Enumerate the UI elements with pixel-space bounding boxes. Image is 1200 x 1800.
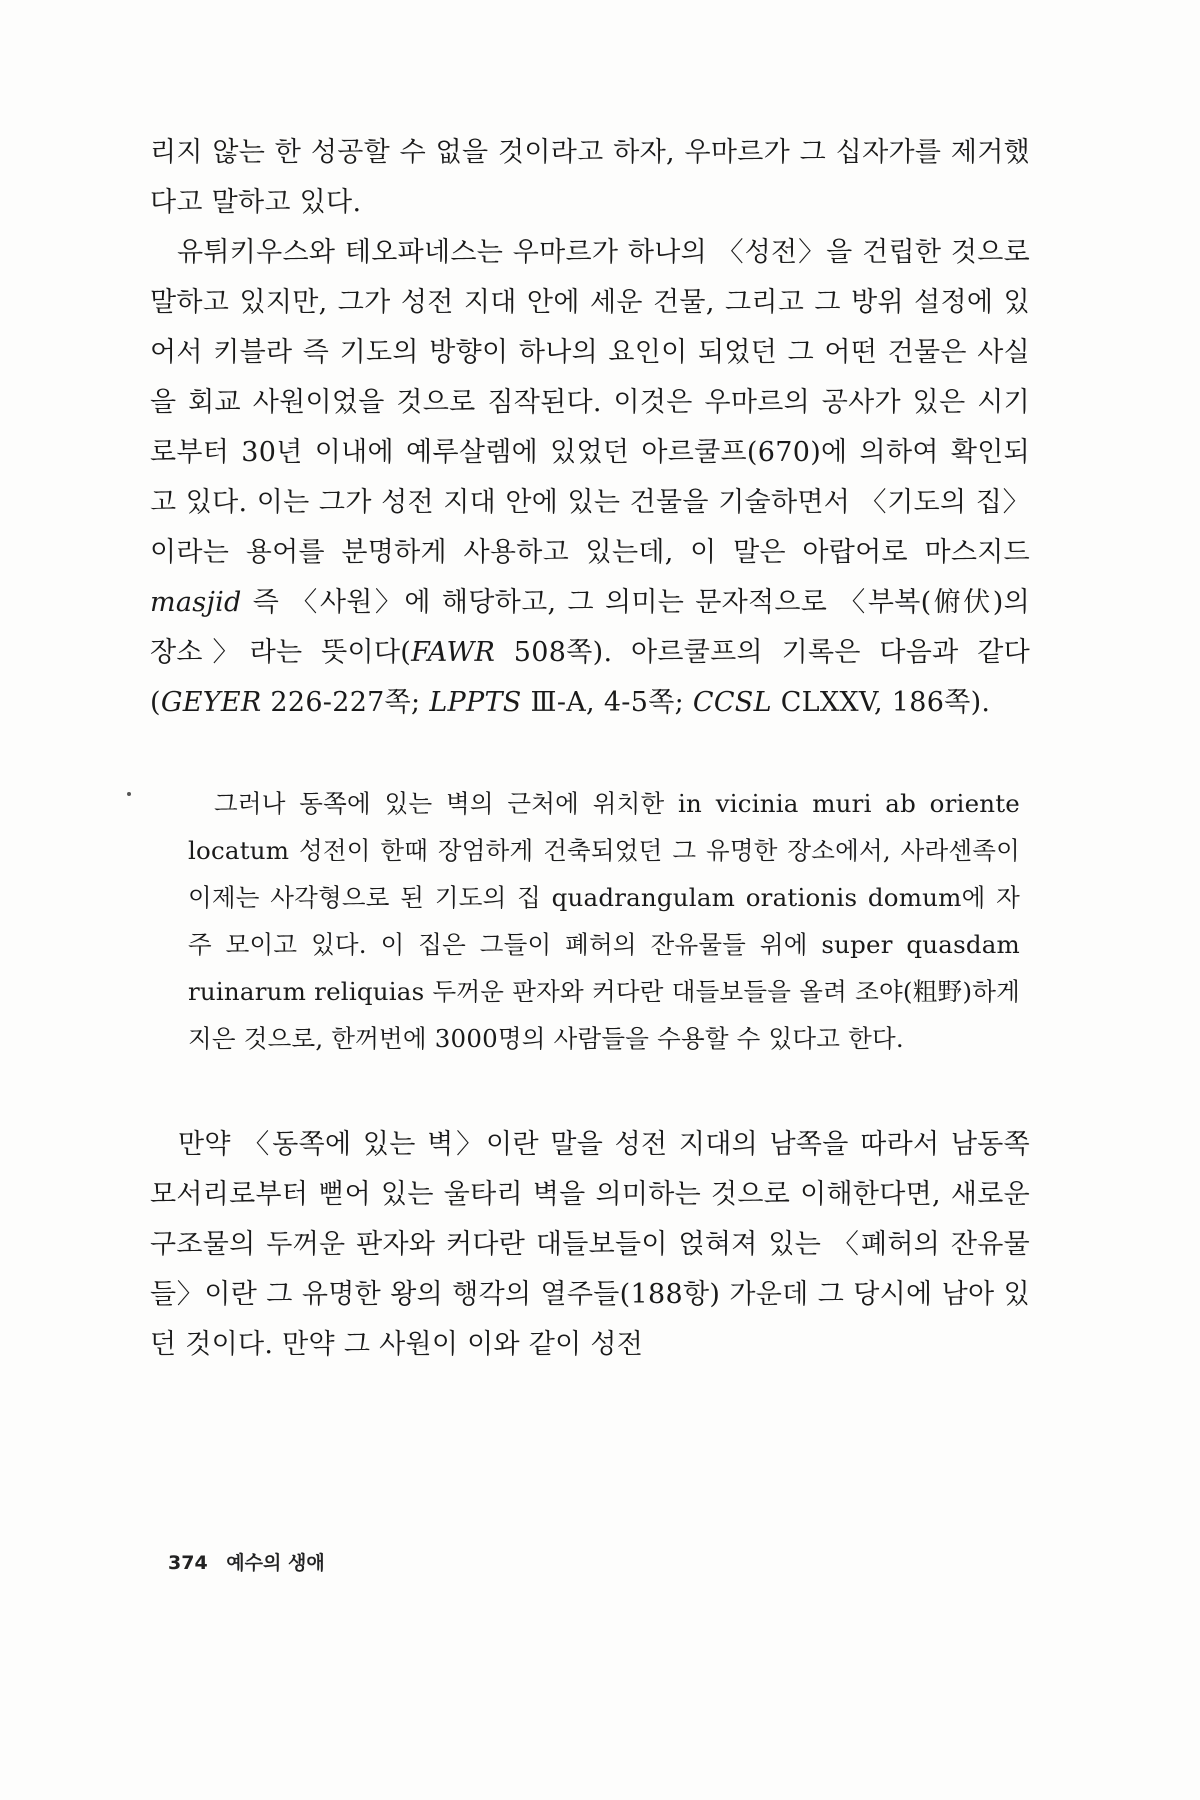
paragraph-east-wall: 만약 〈동쪽에 있는 벽〉이란 말을 성전 지대의 남쪽을 따라서 남동쪽 모서리로부터 뻗어 있는 울타리 벽을 의미하는 것으로 이해한다면, 새로운 구조물의 두꺼운 판자와 커다란 대들보들이 얹혀져 있는 〈폐허의 잔유물들〉이란 그 유명한 왕의 행각의 열주들(188항) 가운데 그 당시에 남아 있던 것이다. 만약 그 사원이 이와 같이 성전 (150, 1129, 1030, 1360)
page-footer (168, 1548, 325, 1575)
text-run: Ⅲ-A, 4-5쪽; (521, 687, 693, 718)
citation-ccsl: CCSL (692, 687, 772, 718)
running-title: 예수의 생애 (226, 1552, 325, 1574)
citation-lppts: LPPTS (429, 687, 522, 718)
scan-speck (127, 792, 131, 796)
text-run: 226-227쪽; (261, 687, 430, 718)
paragraph-umar-building (150, 228, 1030, 728)
citation-geyer: GEYER (160, 687, 262, 718)
text-column (150, 128, 1030, 1370)
citation-fawr: FAWR (411, 637, 496, 668)
text-run: CLXXV, 186쪽). (771, 687, 991, 718)
block-quote-arculf: 그러나 동쪽에 있는 벽의 근처에 위치한 in vicinia muri ab oriente locatum 성전이 한때 장엄하게 건축되었던 그 유명한 장소에서, 사라센족이 이제는 사각형으로 된 기도의 집 quadrangulam orationis domum에 자주 모이고 있다. 이 집은 그들이 폐허의 잔유물들 위에 super quasdam ruinarum reliquias 두꺼운 판자와 커다란 대들보들을 올려 조야(粗野)하게 지은 것으로, 한꺼번에 3000명의 사람들을 수용할 수 있다고 한다. (188, 789, 1020, 1053)
italic-term-masjid: masjid (150, 587, 242, 618)
page-number: 374 (168, 1552, 208, 1574)
paragraph-continued: 리지 않는 한 성공할 수 없을 것이라고 하자, 우마르가 그 십자가를 제거했다고 말하고 있다. (150, 137, 1030, 218)
text-run: 유튀키우스와 테오파네스는 우마르가 하나의 〈성전〉을 건립한 것으로 말하고 있지만, 그가 성전 지대 안에 세운 건물, 그리고 그 방위 설정에 있어서 키블라 즉 기도의 방향이 하나의 요인이 되었던 그 어떤 건물은 사실을 회교 사원이었을 것으로 짐작된다. 이것은 우마르의 공사가 있은 시기로부터 30년 이내에 예루살렘에 있었던 아르쿨프(670)에 의하여 확인되고 있다. 이는 그가 성전 지대 안에 있는 건물을 기술하면서 〈기도의 집〉이라는 용어를 분명하게 사용하고 있는데, 이 말은 아랍어로 마스지드 (150, 237, 1030, 568)
text-run: 즉 〈사원〉에 해당하고, 그 의미는 문자적으로 〈부복(俯伏)의 장소〉라는 뜻이다( (150, 587, 1030, 668)
text-run: 508쪽). 아르쿨프의 기록은 다음과 같다( (150, 637, 1030, 718)
